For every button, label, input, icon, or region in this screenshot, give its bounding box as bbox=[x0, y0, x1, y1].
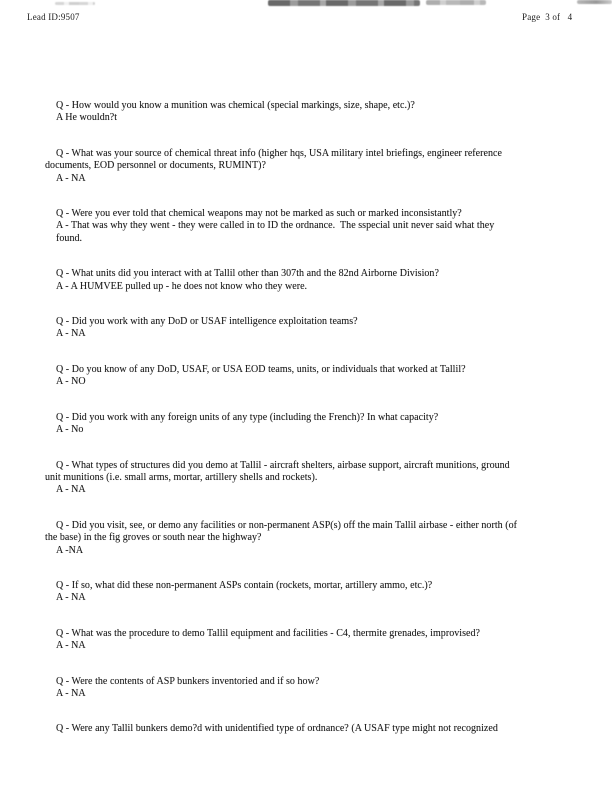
qa-list bbox=[45, 100, 576, 759]
page-number-label: Page 3 of 4 bbox=[522, 12, 573, 22]
question-line: Q - What was your source of chemical threat info (higher hqs, USA military intel briefings, engineer reference bbox=[56, 147, 503, 159]
qa-block bbox=[56, 723, 576, 735]
qa-block bbox=[45, 459, 576, 497]
answer-line: the base) in the fig groves or south near the highway? bbox=[45, 532, 262, 544]
question-line: Q - Were the contents of ASP bunkers inventoried and if so how? bbox=[56, 675, 320, 687]
answer-line: A - NA bbox=[56, 592, 86, 604]
qa-block bbox=[56, 676, 576, 701]
question-line: Q - Did you work with any DoD or USAF intelligence exploitation teams? bbox=[56, 316, 358, 328]
answer-line: A - NA bbox=[56, 328, 86, 340]
answer-line: found. bbox=[56, 232, 83, 244]
scan-smudge-artifact bbox=[426, 0, 486, 5]
scan-smudge-artifact bbox=[577, 0, 612, 4]
question-line: Q - What units did you interact with at Tallil other than 307th and the 82nd Airborne Division? bbox=[56, 268, 439, 280]
answer-line: A - NA bbox=[56, 172, 86, 184]
answer-line: documents, EOD personnel or documents, RUMINT)? bbox=[45, 160, 267, 172]
question-line: Q - Did you work with any foreign units of any type (including the French)? In what capacity? bbox=[56, 411, 439, 423]
answer-line: A - No bbox=[56, 424, 84, 436]
qa-block bbox=[56, 628, 576, 653]
qa-block bbox=[56, 316, 576, 341]
answer-line: A He wouldn?t bbox=[56, 112, 118, 124]
qa-block bbox=[56, 364, 576, 389]
question-line: Q - How would you know a munition was chemical (special markings, size, shape, etc.)? bbox=[56, 100, 415, 111]
qa-block bbox=[56, 412, 576, 437]
question-line: Q - Do you know of any DoD, USAF, or USA EOD teams, units, or individuals that worked at Tallil? bbox=[56, 363, 466, 375]
qa-block bbox=[45, 147, 576, 185]
qa-block bbox=[56, 208, 576, 245]
question-line: Q - If so, what did these non-permanent ASPs contain (rockets, mortar, artillery ammo, etc.)? bbox=[56, 579, 433, 591]
qa-block bbox=[56, 580, 576, 605]
question-line: Q - Were any Tallil bunkers demo?d with unidentified type of ordnance? (A USAF type might not recognized bbox=[56, 723, 498, 735]
question-line: Q - Did you visit, see, or demo any facilities or non-permanent ASP(s) off the main Tallil airbase - either north (of bbox=[56, 519, 517, 531]
scan-smudge-artifact bbox=[268, 0, 420, 6]
lead-id-label: Lead ID:9507 bbox=[27, 12, 80, 22]
answer-line: A - NA bbox=[56, 687, 86, 699]
answer-line: unit munitions (i.e. small arms, mortar, artillery shells and rockets). bbox=[45, 471, 318, 483]
answer-line: A - NA bbox=[56, 484, 86, 496]
question-line: Q - Were you ever told that chemical weapons may not be marked as such or marked inconsistantly? bbox=[56, 208, 462, 220]
answer-line: A - That was why they went - they were called in to ID the ordnance. The sspecial unit never said what they bbox=[56, 220, 495, 232]
answer-line: A - A HUMVEE pulled up - he does not know who they were. bbox=[56, 280, 308, 292]
answer-line: A - NA bbox=[56, 640, 86, 652]
qa-block bbox=[56, 268, 576, 293]
scan-smudge-artifact bbox=[55, 2, 95, 5]
qa-block bbox=[56, 100, 576, 125]
question-line: Q - What types of structures did you demo at Tallil - aircraft shelters, airbase support, aircraft munitions, ground bbox=[56, 459, 510, 471]
answer-line: A -NA bbox=[56, 544, 84, 556]
qa-block bbox=[45, 519, 576, 557]
answer-line: A - NO bbox=[56, 376, 86, 388]
question-line: Q - What was the procedure to demo Tallil equipment and facilities - C4, thermite grenades, improvised? bbox=[56, 627, 481, 639]
